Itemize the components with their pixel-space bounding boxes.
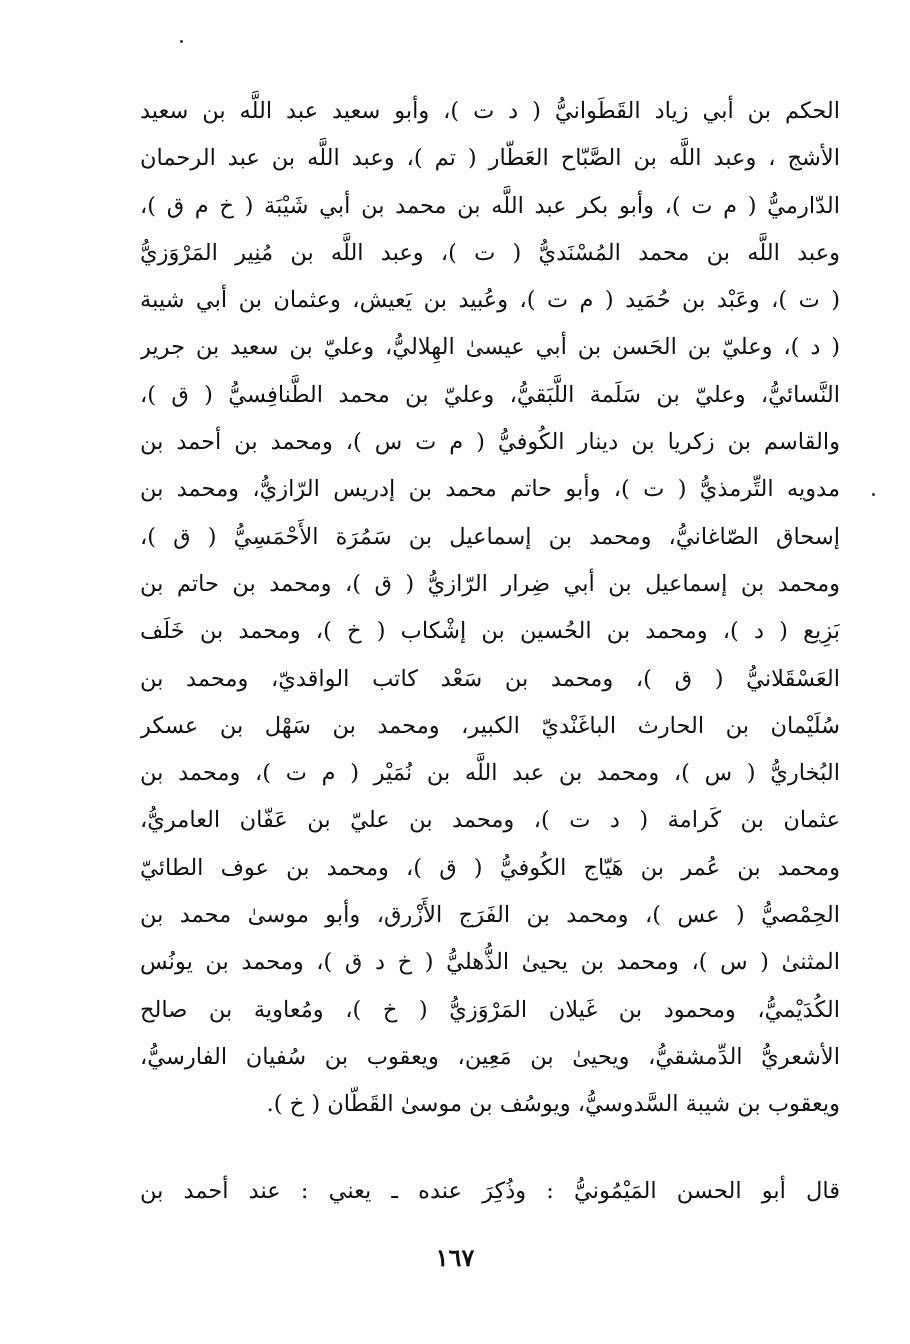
ink-speck [872, 493, 875, 496]
text-line: ومحمد بن إسماعيل بن أبي ضِرار الرّازيُّ ( ق )، ومحمد بن حاتم بن [140, 570, 840, 597]
text-line: الحكم بن أبي زياد القَطَوانيُّ ( د ت )، وأبو سعيد عبد اللَّه بن سعيد [140, 98, 840, 124]
text-line-last: ويعقوب بن شيبة السَّدوسيُّ، ويوسُف بن موسىٰ القَطّان ( خ ). [266, 1091, 840, 1118]
text-line: العَسْقَلانيُّ ( ق )، ومحمد بن سَعْد كاتب الواقديّ، ومحمد بن [140, 665, 840, 692]
text-line: الأشج ، وعبد اللَّه بن الصَّبّاح العَطّار ( تم )، وعبد اللَّه بن عبد الرحمان [140, 145, 840, 172]
text-line: الأشعريُّ الدِّمشقيُّ، ويحيىٰ بن مَعِين، ويعقوب بن سُفيان الفارسيُّ، [140, 1043, 840, 1070]
text-line: المثنىٰ ( س )، ومحمد بن يحيىٰ الذُّهليُّ ( خ د ق )، ومحمد بن يونُس [140, 949, 840, 976]
text-line: سُلَيْمان بن الحارث الباغَنْديّ الكبير، ومحمد بن سَهْل بن عسكر [140, 712, 840, 739]
quote-paragraph [140, 1168, 840, 1215]
text-line: الكُدَيْميُّ، ومحمود بن غَيلان المَرْوَزيُّ ( خ )، ومُعاوية بن صالح [140, 996, 840, 1023]
page-number: ١٦٧ [435, 1243, 475, 1272]
ink-speck [180, 40, 183, 43]
text-line: وعبد اللَّه بن محمد المُسْنَديُّ ( ت )، وعبد اللَّه بن مُنِير المَرْوَزيُّ [140, 239, 840, 266]
text-line: عثمان بن كَرامة ( د ت )، ومحمد بن عليّ بن عَفّان العامريُّ، [140, 807, 840, 834]
text-line: ومحمد بن عُمر بن هَيّاج الكُوفيُّ ( ق )، ومحمد بن عوف الطائيّ [140, 854, 840, 881]
text-line: البُخاريُّ ( س )، ومحمد بن عبد اللَّه بن نُمَيْر ( م ت )، ومحمد بن [140, 760, 840, 787]
text-line: ( د )، وعليّ بن الحَسن بن أبي عيسىٰ الهِلاليُّ، وعليّ بن سعيد بن جرير [140, 334, 840, 361]
text-line: الحِمْصيُّ ( عس )، ومحمد بن الفَرَج الأَزْرق، وأبو موسىٰ محمد بن [140, 902, 840, 929]
quote-line: قال أبو الحسن المَيْمُونيُّ : وذُكِرَ عنده ـ يعني : عند أحمد بن [140, 1178, 840, 1204]
text-line: إسحاق الصّاغانيُّ، ومحمد بن إسماعيل بن سَمُرَة الأَحْمَسِيُّ ( ق )، [140, 523, 840, 550]
text-line: بَزِيع ( د )، ومحمد بن الحُسين بن إشْكاب ( خ )، ومحمد بن خَلَف [140, 618, 840, 645]
text-line: والقاسم بن زكريا بن دينار الكُوفيُّ ( م ت س )، ومحمد بن أحمد بن [140, 429, 840, 456]
text-line: الدّارميُّ ( م ت )، وأبو بكر عبد اللَّه بن محمد بن أبي شَيْبَة ( خ م ق )، [140, 192, 840, 219]
text-line: مدويه التِّرمذيُّ ( ت )، وأبو حاتم محمد بن إدريس الرّازيُّ، ومحمد بن [140, 476, 840, 503]
main-paragraph [140, 88, 840, 1129]
text-line: النَّسائيُّ، وعليّ بن سَلَمة اللَّبَقيُّ، وعليّ بن محمد الطَّنافِسيُّ ( ق )، [140, 381, 840, 408]
text-line: ( ت )، وعَبْد بن حُمَيد ( م ت )، وعُبيد بن يَعيش، وعثمان بن أبي شيبة [140, 287, 840, 314]
